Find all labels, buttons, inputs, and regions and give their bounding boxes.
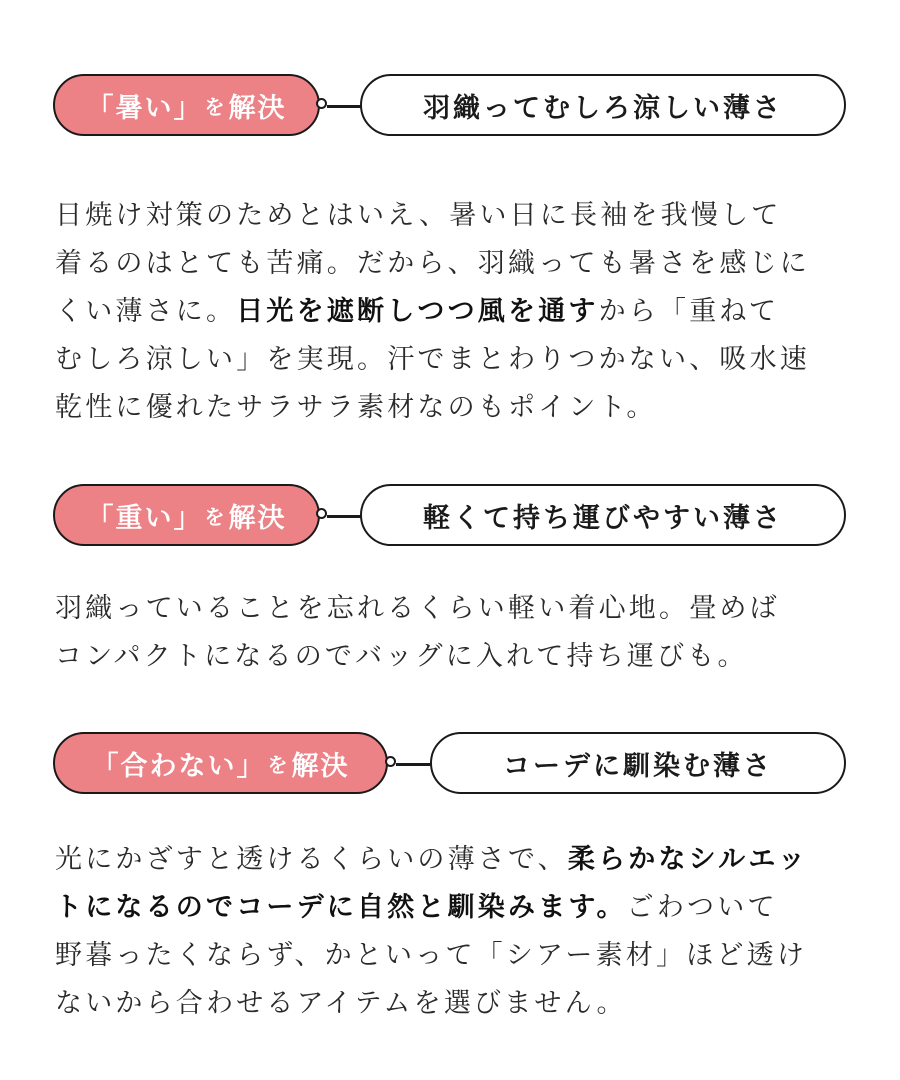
description-line: ないから合わせるアイテムを選びません。 [55, 988, 627, 1019]
section-description [55, 836, 855, 1028]
badge-close-bracket: 」 [236, 750, 266, 782]
badge-particle: を [204, 504, 227, 529]
section-header [0, 484, 900, 550]
connector-dot [316, 98, 327, 109]
badge-open-bracket: 「 [86, 92, 116, 124]
section-header [0, 74, 900, 140]
description-line: 着るのはとても苦痛。だから、羽織っても暑さを感じに [55, 248, 810, 279]
highlight-text: トになるのでコーデに自然と馴染みます。 [55, 892, 627, 923]
description-line: コンパクトになるのでバッグに入れて持ち運びも。 [55, 641, 748, 672]
description-line: 光にかざすと透けるくらいの薄さで、柔らかなシルエッ [55, 844, 809, 875]
badge-action: 解決 [291, 750, 350, 782]
badge-particle: を [204, 94, 227, 119]
badge-keyword: 暑い [115, 92, 174, 124]
problem-badge [53, 732, 388, 794]
connector-line [396, 763, 432, 766]
connector-dot [316, 508, 327, 519]
description-line: 羽織っていることを忘れるくらい軽い着心地。畳めば [55, 593, 780, 624]
section-description [55, 585, 855, 681]
highlight-text: 日光を遮断しつつ風を通す [236, 296, 599, 327]
badge-open-bracket: 「 [86, 502, 116, 534]
highlight-text: 柔らかなシルエッ [567, 844, 809, 875]
section-description [55, 192, 855, 432]
connector-dot [385, 756, 396, 767]
solution-title: コーデに馴染む薄さ [430, 732, 846, 794]
description-line: 日焼け対策のためとはいえ、暑い日に長袖を我慢して [55, 200, 782, 231]
connector-line [327, 105, 362, 108]
badge-close-bracket: 」 [173, 92, 203, 124]
badge-particle: を [267, 752, 290, 777]
solution-title: 軽くて持ち運びやすい薄さ [360, 484, 846, 546]
connector-line [327, 515, 362, 518]
description-line: くい薄さに。日光を遮断しつつ風を通すから「重ねて [55, 296, 780, 327]
description-line: 乾性に優れたサラサラ素材なのもポイント。 [55, 392, 657, 423]
description-line: トになるのでコーデに自然と馴染みます。ごわついて [55, 892, 778, 923]
solution-title: 羽織ってむしろ涼しい薄さ [360, 74, 846, 136]
badge-keyword: 合わない [120, 750, 237, 782]
problem-badge [53, 484, 320, 546]
badge-keyword: 重い [115, 502, 174, 534]
badge-action: 解決 [228, 502, 287, 534]
description-line: 野暮ったくならず、かといって「シアー素材」ほど透け [55, 940, 808, 971]
description-line: むしろ涼しい」を実現。汗でまとわりつかない、吸水速 [55, 344, 810, 375]
badge-open-bracket: 「 [91, 750, 121, 782]
badge-action: 解決 [228, 92, 287, 124]
problem-badge [53, 74, 320, 136]
section-header [0, 732, 900, 798]
badge-close-bracket: 」 [173, 502, 203, 534]
